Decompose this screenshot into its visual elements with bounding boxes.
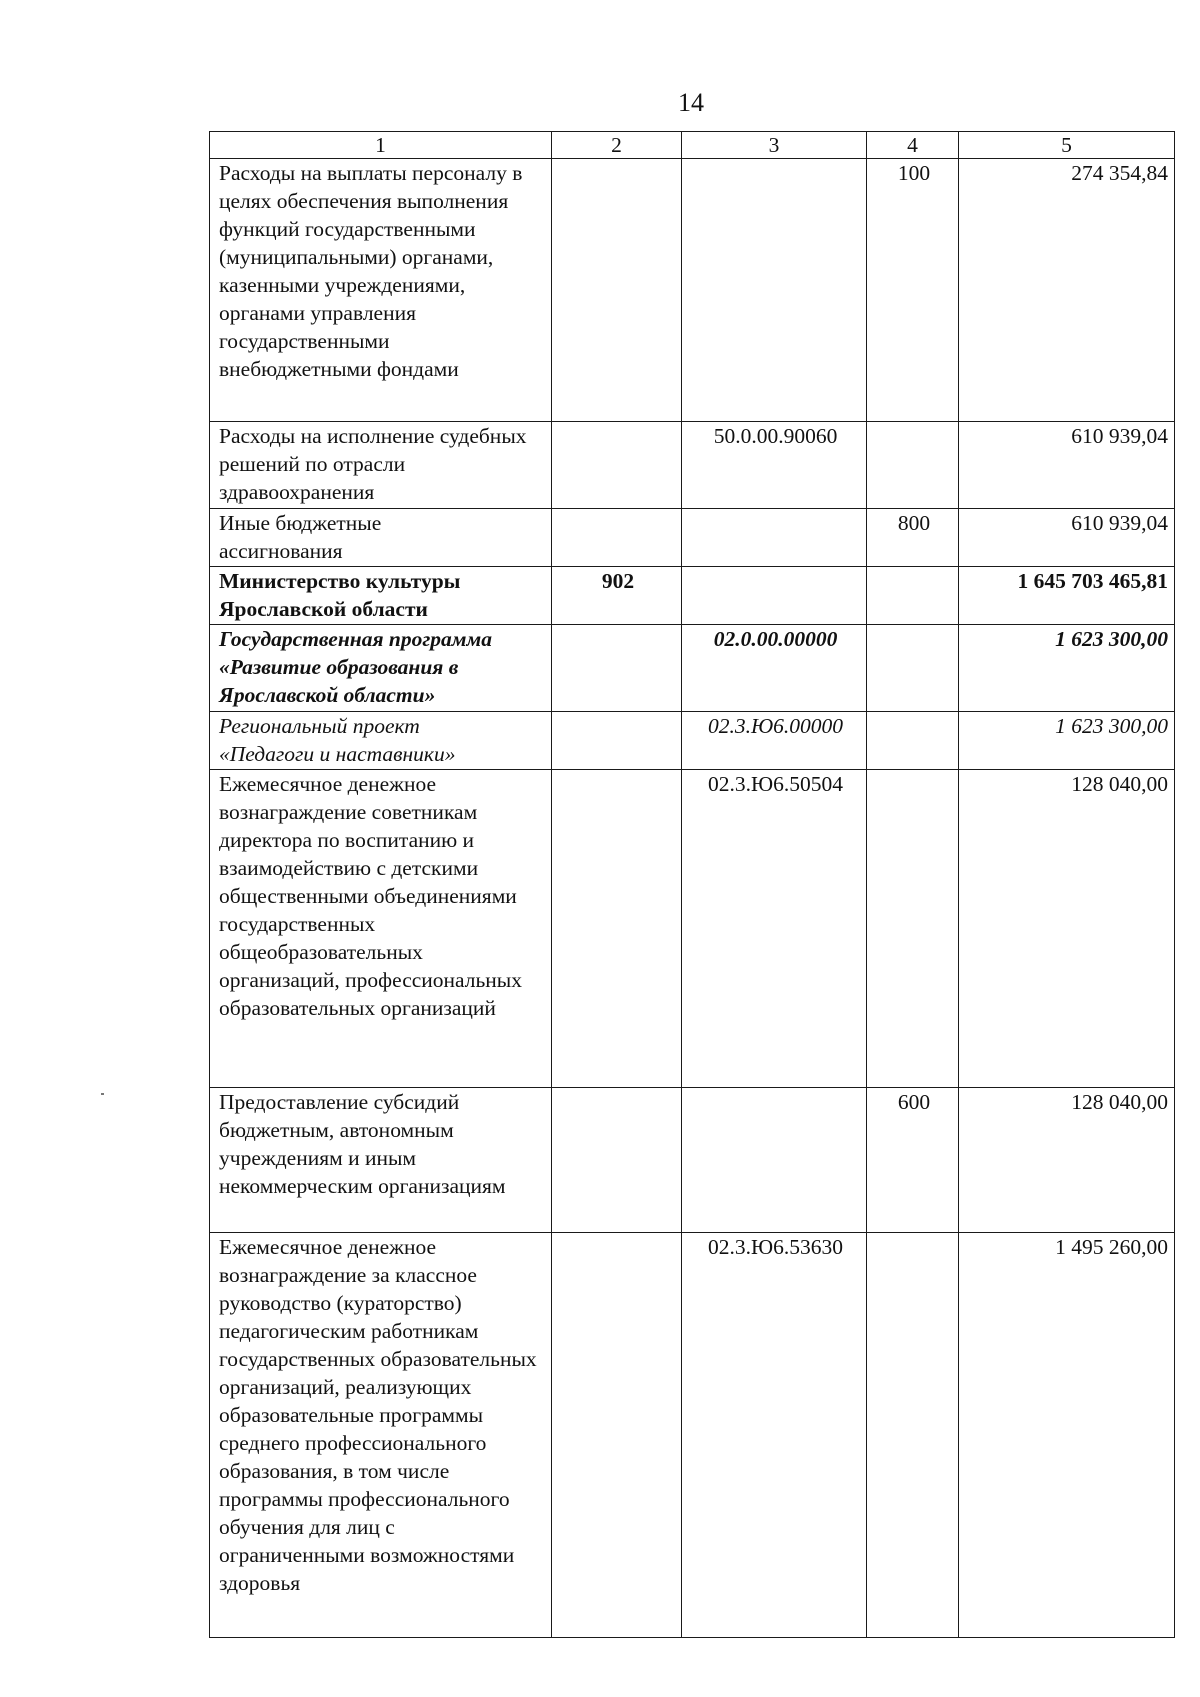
row-name: Министерство культуры Ярославской области (210, 567, 552, 625)
row-amount: 128 040,00 (959, 1088, 1175, 1233)
column-header-2: 2 (552, 132, 682, 159)
row-name: Ежемесячное денежное вознаграждение советникам директора по воспитанию и взаимодействию с детскими общественными объединениями государственных общеобразовательных организаций, профессиональных образовательных организаций (210, 770, 552, 1088)
row-ministry-code (552, 509, 682, 567)
page-number: 14 (678, 88, 704, 117)
row-amount: 274 354,84 (959, 159, 1175, 422)
row-name: Государственная программа «Развитие образования в Ярославской области» (210, 625, 552, 712)
row-amount: 1 495 260,00 (959, 1233, 1175, 1638)
row-expense-type (867, 567, 959, 625)
column-header-5: 5 (959, 132, 1175, 159)
row-amount: 610 939,04 (959, 509, 1175, 567)
row-expense-type (867, 770, 959, 1088)
table-row (210, 159, 1175, 422)
row-target-article (682, 1088, 867, 1233)
row-target-article: 02.3.Ю6.00000 (682, 712, 867, 770)
row-target-article: 50.0.00.90060 (682, 422, 867, 509)
table-row (210, 567, 1175, 625)
table-header-row (210, 132, 1175, 159)
table-row (210, 422, 1175, 509)
table-row (210, 770, 1175, 1088)
row-target-article (682, 567, 867, 625)
table-row (210, 509, 1175, 567)
row-target-article (682, 159, 867, 422)
row-ministry-code (552, 625, 682, 712)
row-name: Региональный проект «Педагоги и наставники» (210, 712, 552, 770)
row-ministry-code (552, 422, 682, 509)
row-amount: 128 040,00 (959, 770, 1175, 1088)
row-ministry-code (552, 770, 682, 1088)
row-amount: 1 623 300,00 (959, 712, 1175, 770)
row-ministry-code (552, 159, 682, 422)
table-row (210, 625, 1175, 712)
row-name: Ежемесячное денежное вознаграждение за классное руководство (кураторство) педагогическим работникам государственных образовательных организаций, реализующих образовательные программы среднего профессионального образования, в том числе программы профессионального обучения для лиц с ограниченными возможностями здоровья (210, 1233, 552, 1638)
row-expense-type: 600 (867, 1088, 959, 1233)
table-row (210, 1233, 1175, 1638)
row-name: Расходы на выплаты персоналу в целях обеспечения выполнения функций государственными (муниципальными) органами, казенными учреждениями, органами управления государственными внебюджетными фондами (210, 159, 552, 422)
row-expense-type (867, 1233, 959, 1638)
row-expense-type (867, 625, 959, 712)
row-target-article (682, 509, 867, 567)
row-expense-type (867, 712, 959, 770)
row-target-article: 02.3.Ю6.53630 (682, 1233, 867, 1638)
row-ministry-code (552, 1233, 682, 1638)
table-row (210, 712, 1175, 770)
row-target-article: 02.3.Ю6.50504 (682, 770, 867, 1088)
row-amount: 1 623 300,00 (959, 625, 1175, 712)
row-name: Иные бюджетные ассигнования (210, 509, 552, 567)
column-header-4: 4 (867, 132, 959, 159)
column-header-1: 1 (210, 132, 552, 159)
row-amount: 1 645 703 465,81 (959, 567, 1175, 625)
row-ministry-code: 902 (552, 567, 682, 625)
row-ministry-code (552, 712, 682, 770)
row-expense-type (867, 422, 959, 509)
row-name: Предоставление субсидий бюджетным, автономным учреждениям и иным некоммерческим организациям (210, 1088, 552, 1233)
budget-table (209, 131, 1175, 1638)
row-expense-type: 100 (867, 159, 959, 422)
row-ministry-code (552, 1088, 682, 1233)
row-target-article: 02.0.00.00000 (682, 625, 867, 712)
row-name: Расходы на исполнение судебных решений по отрасли здравоохранения (210, 422, 552, 509)
row-amount: 610 939,04 (959, 422, 1175, 509)
row-expense-type: 800 (867, 509, 959, 567)
table-row (210, 1088, 1175, 1233)
column-header-3: 3 (682, 132, 867, 159)
scan-artifact (101, 1093, 104, 1095)
